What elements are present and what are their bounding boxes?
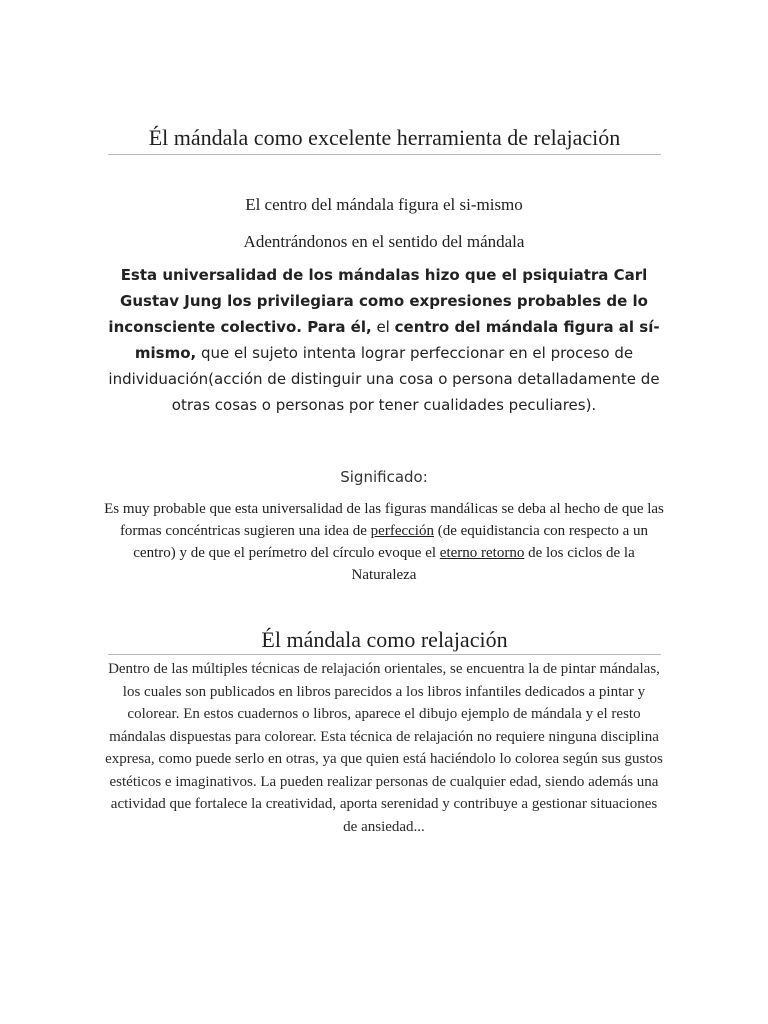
significado-text-2: (de equidistancia con respecto a un centro) y de que el perímetro del círculo evoque el [133, 523, 649, 561]
significado-label: Significado: [340, 468, 428, 486]
main-title: Él mándala como excelente herramienta de relajación [108, 124, 661, 155]
relaxation-paragraph: Dentro de las múltiples técnicas de relajación orientales, se encuentra la de pintar mándalas, los cuales son publicados en libros parecidos a los libros infantiles dedicados a pintar y colorear. En estos cuadernos o libros, aparece el dibujo ejemplo de mándala y el resto mándalas dispuestas para colorear. Esta técnica de relajación no requiere ninguna disciplina expresa, como puede serlo en otras, ya que quien está haciéndolo lo colorea según sus gustos estéticos e imaginativos. La pueden realizar personas de cualquier edad, siendo además una actividad que fortalece la creatividad, aporta serenidad y contribuye a gestionar situaciones de ansiedad... [105, 661, 663, 835]
jung-bold-text-2: centro del mándala figura al sí-mismo, [134, 318, 660, 362]
perfeccion-link[interactable]: perfección [370, 523, 434, 539]
eterno-retorno-link[interactable]: eterno retorno [439, 545, 525, 561]
jung-normal-text-2: que el sujeto intenta lograr perfeccionar en el proceso de individuación(acción de distinguir una cosa o persona detalladamente de otras cosas o personas por tener cualidades peculiares). [108, 344, 660, 414]
subtitle-meaning: Adentrándonos en el sentido del mándala [243, 232, 525, 251]
significado-text-1: Es muy probable que esta universalidad de las figuras mandálicas se deba al hecho de que las formas concéntricas sugieren una idea de [104, 501, 664, 539]
significado-paragraph [104, 498, 664, 586]
jung-normal-text-1: el [371, 318, 395, 336]
relaxation-title: Él mándala como relajación [108, 626, 661, 655]
jung-paragraph [100, 262, 668, 418]
subtitle-center-self: El centro del mándala figura el si-mismo [245, 195, 523, 214]
jung-bold-text-1: Esta universalidad de los mándalas hizo que el psiquiatra Carl Gustav Jung los privilegiara como expresiones probables de lo inconsciente colectivo. Para él, [108, 266, 648, 336]
significado-text-3: de los ciclos de la Naturaleza [351, 545, 635, 583]
